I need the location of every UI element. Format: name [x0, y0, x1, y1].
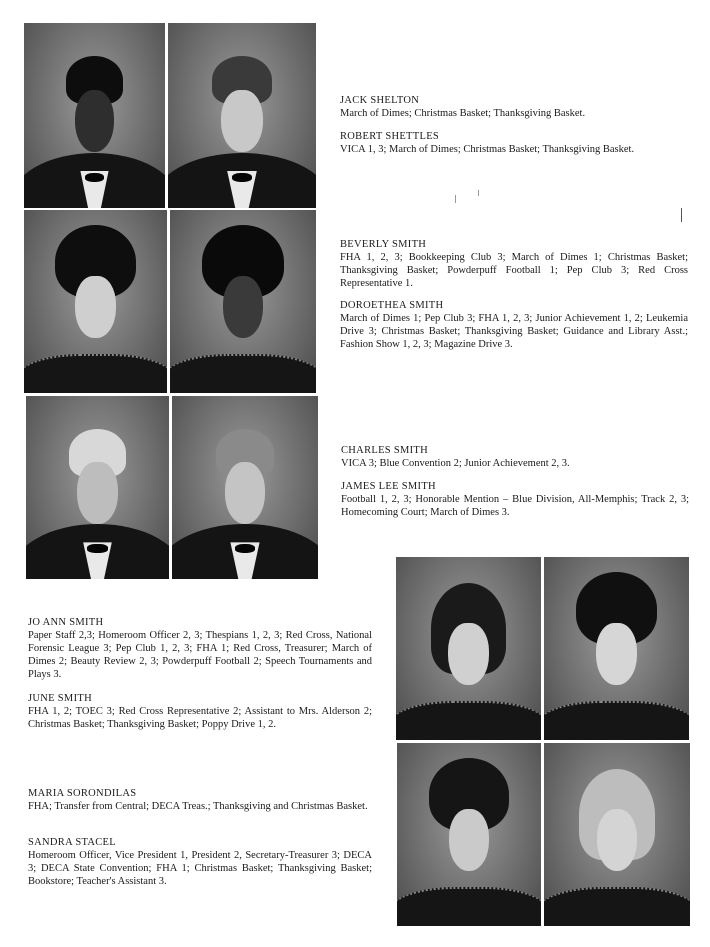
entry-maria-sorondilas — [28, 787, 372, 813]
entry-robert-shettles — [340, 130, 690, 156]
student-activities: Football 1, 2, 3; Honorable Mention – Blue Division, All-Memphis; Track 2, 3; Homecoming Court; March of Dimes 3. — [341, 494, 689, 518]
student-name: ROBERT SHETTLES — [340, 131, 440, 142]
portrait-charles-smith — [26, 396, 169, 579]
student-name: BEVERLY SMITH — [340, 239, 427, 250]
entry-beverly-smith — [340, 238, 688, 290]
entry-james-lee-smith — [341, 480, 689, 519]
entry-doroethea-smith — [340, 299, 688, 351]
student-name: JAMES LEE SMITH — [341, 481, 436, 492]
portrait-sandra-stacel — [544, 743, 690, 926]
stray-mark — [455, 195, 456, 203]
stray-mark — [681, 208, 682, 222]
student-activities: FHA 1, 2, 3; Bookkeeping Club 3; March of Dimes 1; Christmas Basket; Thanksgiving Basket; Powderpuff Football 1; Pep Club 3; Red Cross Representative 1. — [340, 252, 688, 289]
portrait-jack-shelton — [24, 23, 165, 208]
entry-sandra-stacel — [28, 836, 372, 888]
student-name: JACK SHELTON — [340, 95, 420, 106]
entry-charles-smith — [341, 444, 689, 470]
portrait-doroethea-smith — [170, 210, 316, 393]
student-name: CHARLES SMITH — [341, 445, 429, 456]
student-activities: VICA 3; Blue Convention 2; Junior Achievement 2, 3. — [341, 458, 570, 469]
student-activities: VICA 1, 3; March of Dimes; Christmas Basket; Thanksgiving Basket. — [340, 144, 635, 155]
student-name: JUNE SMITH — [28, 693, 92, 704]
portrait-jo-ann-smith — [396, 557, 541, 740]
portrait-james-lee-smith — [172, 396, 318, 579]
student-activities: Paper Staff 2,3; Homeroom Officer 2, 3; Thespians 1, 2, 3; Red Cross, National Forensic League 3; Pep Club 1, 2, 3; FHA 1; Red Cross, Treasurer; March of Dimes 2; Beauty Review 2, 3; Powderpuff Football 2; Speech Tournaments and Plays 3. — [28, 630, 372, 680]
portrait-maria-sorondilas — [397, 743, 541, 926]
portrait-beverly-smith — [24, 210, 167, 393]
entry-jo-ann-smith — [28, 616, 372, 681]
student-name: SANDRA STACEL — [28, 837, 116, 848]
student-name: DOROETHEA SMITH — [340, 300, 444, 311]
student-activities: Homeroom Officer, Vice President 1, President 2, Secretary-Treasurer 3; DECA 3; DECA State Convention; FHA 1; Christmas Basket; Thanksgiving Basket; Bookstore; Teacher's Assistant 3. — [28, 850, 372, 887]
student-activities: March of Dimes; Christmas Basket; Thanksgiving Basket. — [340, 108, 586, 119]
entry-jack-shelton — [340, 94, 690, 120]
portrait-june-smith — [544, 557, 689, 740]
student-name: MARIA SORONDILAS — [28, 788, 137, 799]
entry-june-smith — [28, 692, 372, 731]
student-activities: FHA; Transfer from Central; DECA Treas.; Thanksgiving and Christmas Basket. — [28, 801, 368, 812]
stray-mark — [478, 190, 479, 196]
portrait-robert-shettles — [168, 23, 316, 208]
student-activities: March of Dimes 1; Pep Club 3; FHA 1, 2, 3; Junior Achievement 1, 2; Leukemia Drive 3; Christmas Basket; Thanksgiving Basket; Guidance and Library Asst.; Fashion Show 1, 2, 3; Magazine Drive 3. — [340, 313, 688, 350]
student-activities: FHA 1, 2; TOEC 3; Red Cross Representative 2; Assistant to Mrs. Alderson 2; Christmas Basket; Thanksgiving Basket; Poppy Drive 1, 2. — [28, 706, 372, 730]
student-name: JO ANN SMITH — [28, 617, 104, 628]
